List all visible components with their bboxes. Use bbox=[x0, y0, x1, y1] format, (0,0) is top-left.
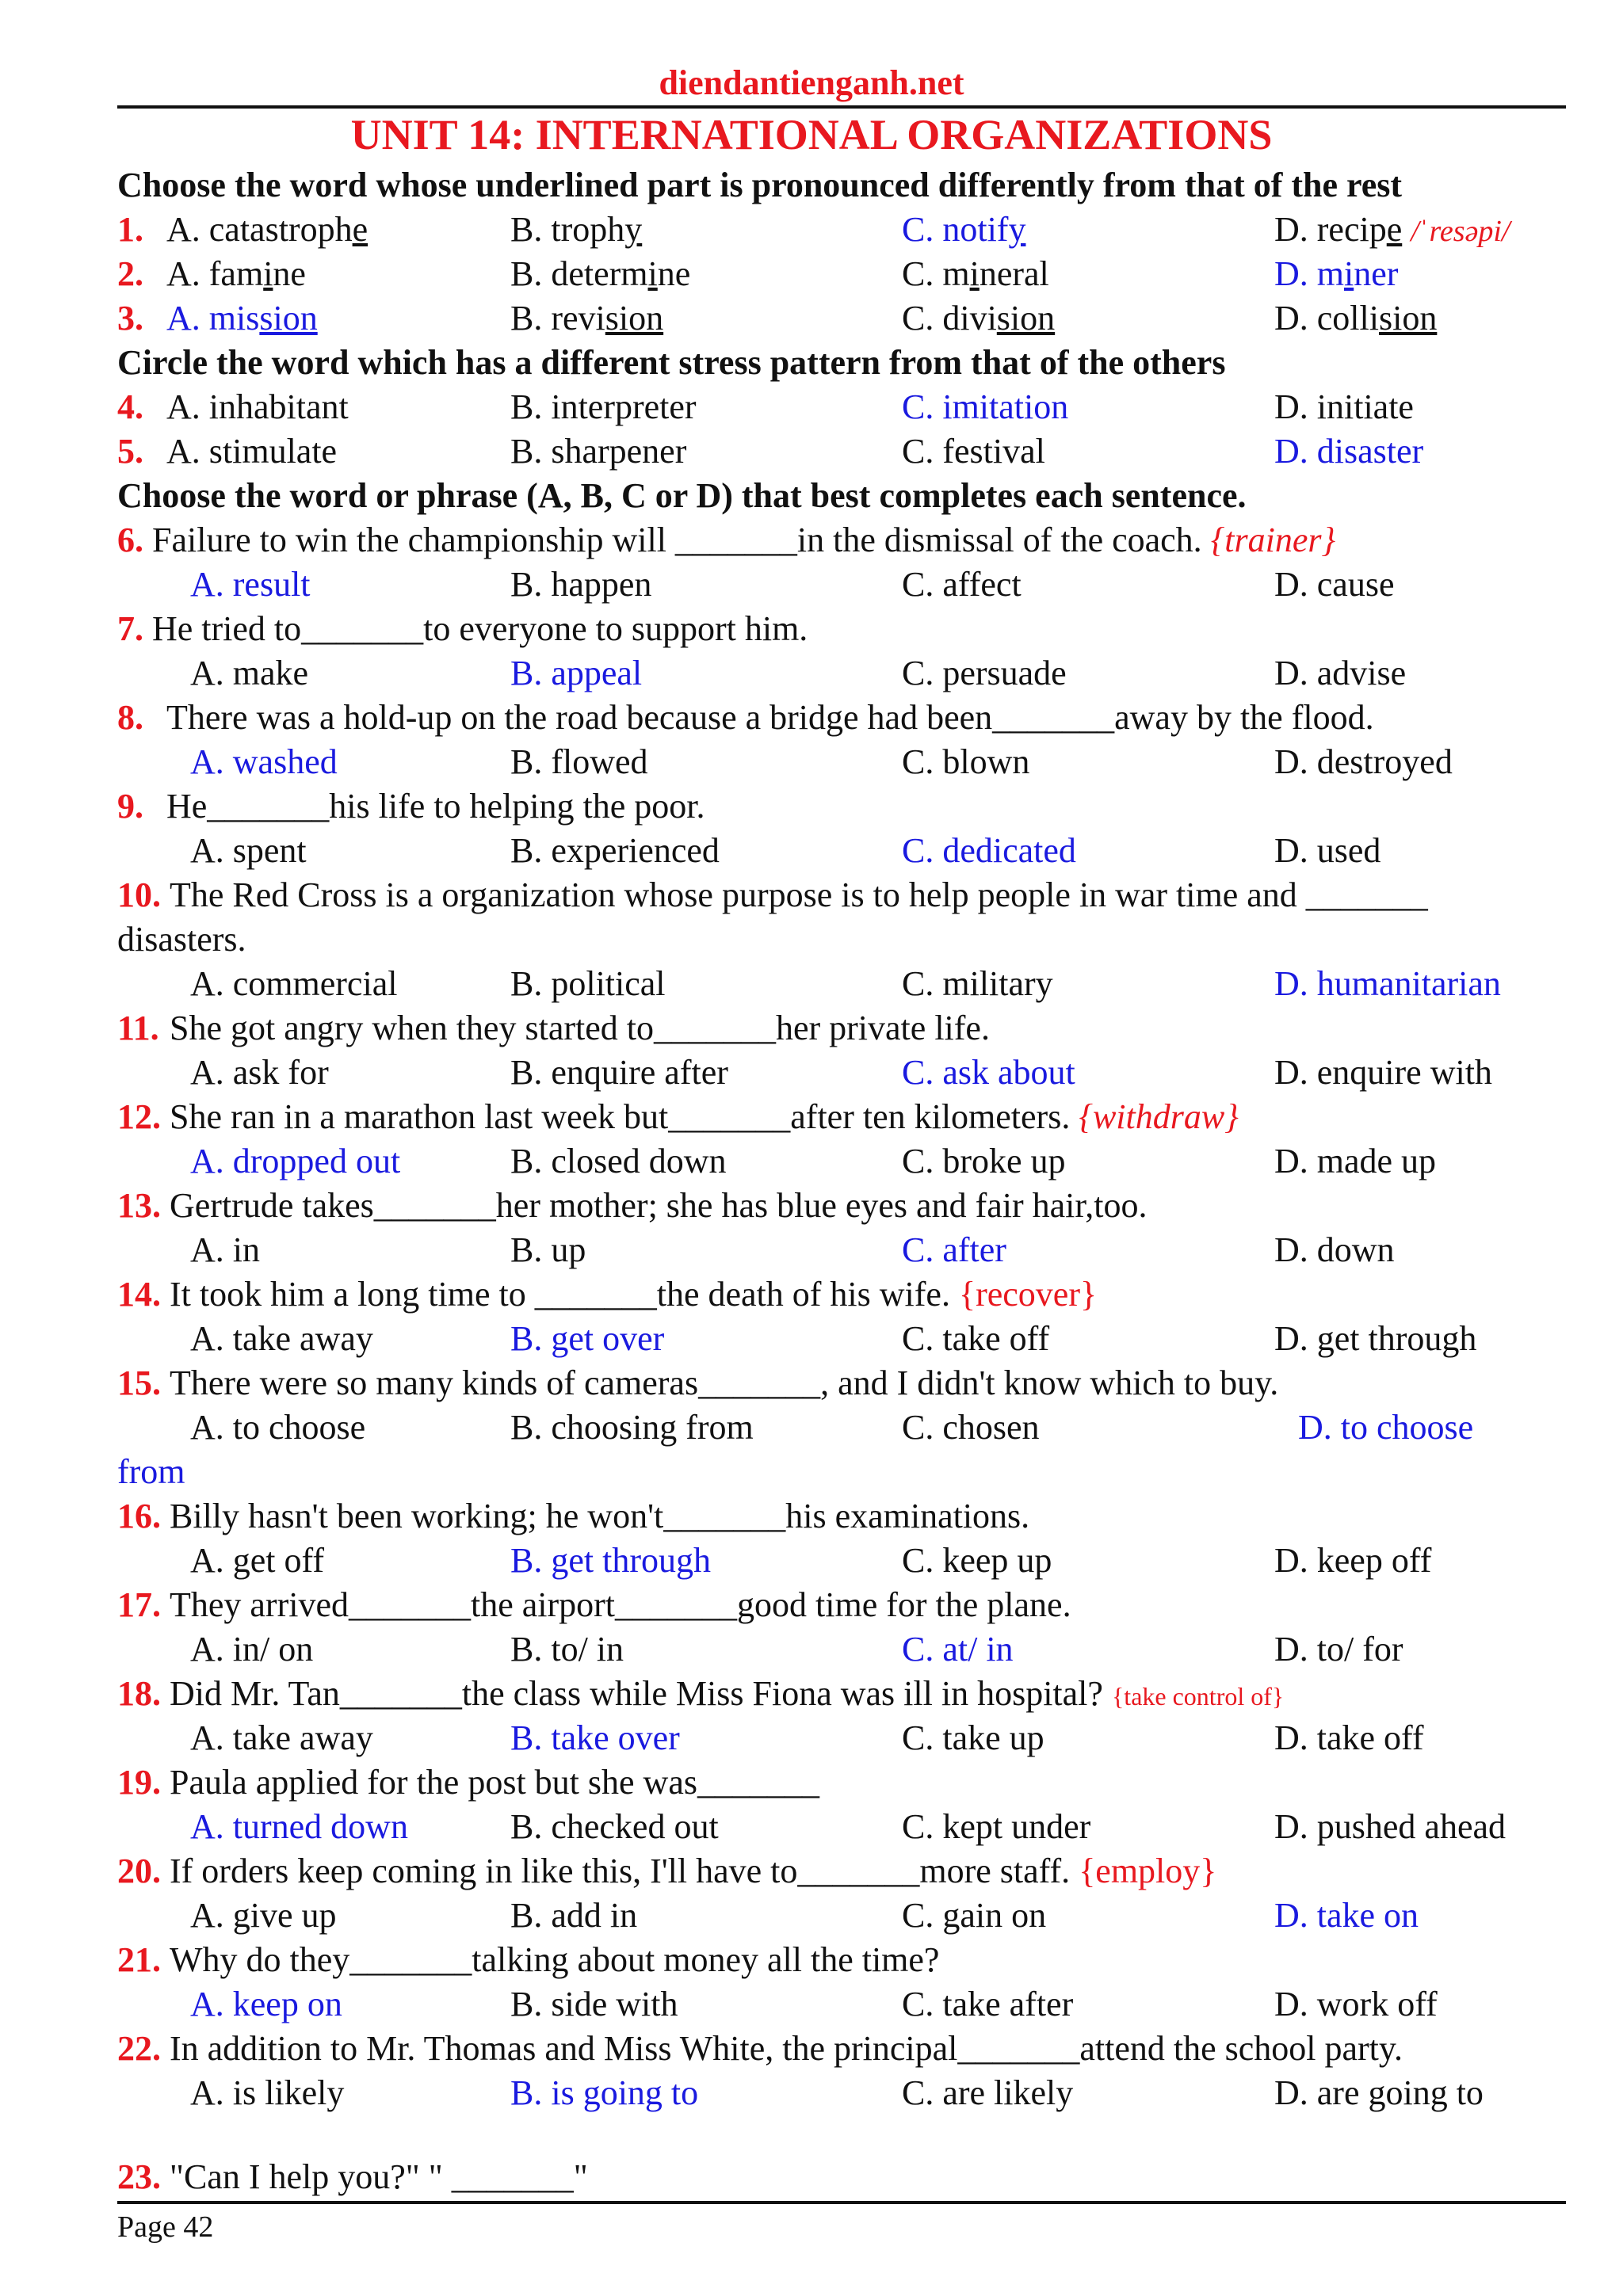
question-13 bbox=[117, 1184, 1566, 1228]
question-number: 9. bbox=[117, 787, 143, 826]
options-11 bbox=[117, 1051, 1566, 1095]
option-a: A. take away bbox=[190, 1319, 373, 1358]
option-c: C. military bbox=[902, 964, 1053, 1003]
options-8 bbox=[117, 740, 1566, 784]
unit-title: UNIT 14: INTERNATIONAL ORGANIZATIONS bbox=[350, 111, 1273, 158]
option-b: B. up bbox=[510, 1230, 586, 1269]
question-4 bbox=[117, 385, 1566, 429]
options-15 bbox=[117, 1405, 1566, 1450]
question-8 bbox=[117, 696, 1566, 740]
option-a-answer: A. turned down bbox=[190, 1807, 408, 1846]
option-a: A. ask for bbox=[190, 1053, 329, 1092]
option-c: C. division bbox=[902, 299, 1056, 338]
options-6 bbox=[117, 563, 1566, 607]
option-b: B. add in bbox=[510, 1896, 638, 1935]
footer-rule bbox=[117, 2201, 1566, 2204]
option-b: B. flowed bbox=[510, 742, 648, 781]
option-d: D. keep off bbox=[1274, 1541, 1432, 1580]
option-a: A. to choose bbox=[190, 1408, 366, 1447]
option-d: D. recipe /ˈresəpi/ bbox=[1274, 210, 1510, 249]
option-d: D. are going to bbox=[1274, 2073, 1484, 2112]
options-7 bbox=[117, 651, 1566, 696]
question-number: 20. bbox=[117, 1852, 161, 1890]
option-a: A. get off bbox=[190, 1541, 325, 1580]
question-number: 6. bbox=[117, 521, 143, 559]
gloss-note: {withdraw} bbox=[1079, 1097, 1239, 1136]
option-d: D. pushed ahead bbox=[1274, 1807, 1507, 1846]
option-d: D. used bbox=[1274, 831, 1381, 870]
option-c: C. are likely bbox=[902, 2073, 1074, 2112]
gloss-note: {recover} bbox=[958, 1275, 1098, 1314]
question-text: Why do they_______talking about money all the time? bbox=[170, 1940, 940, 1979]
option-d-answer: D. take on bbox=[1274, 1896, 1419, 1935]
question-18 bbox=[117, 1672, 1566, 1716]
option-d: D. enquire with bbox=[1274, 1053, 1492, 1092]
option-c: C. festival bbox=[902, 432, 1045, 471]
completion-instruction: Choose the word or phrase (A, B, C or D) that best completes each sentence. bbox=[117, 476, 1247, 515]
options-10 bbox=[117, 962, 1566, 1006]
options-15-continued bbox=[117, 1450, 1566, 1494]
question-10 bbox=[117, 873, 1566, 917]
options-13 bbox=[117, 1228, 1566, 1272]
question-number: 13. bbox=[117, 1186, 161, 1225]
options-9 bbox=[117, 829, 1566, 873]
question-20 bbox=[117, 1849, 1566, 1894]
option-c-answer: C. imitation bbox=[902, 387, 1069, 426]
question-16 bbox=[117, 1494, 1566, 1539]
question-number: 5. bbox=[117, 432, 143, 471]
option-a: A. in bbox=[190, 1230, 260, 1269]
option-a: A. is likely bbox=[190, 2073, 345, 2112]
question-text: There were so many kinds of cameras_______, and I didn't know which to buy. bbox=[170, 1363, 1279, 1402]
option-b: B. sharpener bbox=[510, 432, 687, 471]
option-c: C. take after bbox=[902, 1985, 1074, 2023]
question-text: It took him a long time to _______the death of his wife. {recover} bbox=[170, 1275, 1098, 1314]
option-b: B. enquire after bbox=[510, 1053, 728, 1092]
question-1 bbox=[117, 208, 1566, 252]
option-a: A. stimulate bbox=[166, 432, 338, 471]
option-a: A. give up bbox=[190, 1896, 337, 1935]
question-19 bbox=[117, 1760, 1566, 1805]
question-10-continued bbox=[117, 917, 1566, 962]
question-text: Did Mr. Tan_______the class while Miss Fiona was ill in hospital? {take control of} bbox=[170, 1674, 1285, 1713]
options-19 bbox=[117, 1805, 1566, 1849]
option-c: C. affect bbox=[902, 565, 1022, 604]
option-c: C. chosen bbox=[902, 1408, 1040, 1447]
option-c-answer: C. after bbox=[902, 1230, 1006, 1269]
header-rule bbox=[117, 105, 1566, 109]
question-6 bbox=[117, 518, 1566, 563]
question-text: She ran in a marathon last week but_______after ten kilometers. {withdraw} bbox=[170, 1097, 1239, 1136]
question-number: 10. bbox=[117, 875, 161, 914]
question-number: 2. bbox=[117, 254, 143, 293]
options-22 bbox=[117, 2071, 1566, 2115]
site-name: diendantienganh.net bbox=[659, 63, 964, 102]
options-18 bbox=[117, 1716, 1566, 1760]
option-b-answer: B. is going to bbox=[510, 2073, 699, 2112]
gloss-note: {take control of} bbox=[1111, 1682, 1285, 1711]
option-a-answer: A. washed bbox=[190, 742, 338, 781]
option-d: D. down bbox=[1274, 1230, 1395, 1269]
option-a: A. commercial bbox=[190, 964, 398, 1003]
option-b: B. interpreter bbox=[510, 387, 697, 426]
option-c: C. keep up bbox=[902, 1541, 1052, 1580]
question-text: She got angry when they started to_______her private life. bbox=[170, 1009, 990, 1047]
question-number: 16. bbox=[117, 1497, 161, 1535]
question-text: There was a hold-up on the road because a bridge had been_______away by the flood. bbox=[166, 698, 1374, 737]
question-17 bbox=[117, 1583, 1566, 1627]
option-b-answer: B. appeal bbox=[510, 654, 643, 692]
question-text: Failure to win the championship will _______in the dismissal of the coach. {trainer} bbox=[152, 521, 1336, 559]
option-d-answer: D. miner bbox=[1274, 254, 1399, 293]
question-number: 11. bbox=[117, 1009, 159, 1047]
option-c: C. take off bbox=[902, 1319, 1050, 1358]
question-text: Billy hasn't been working; he won't_______his examinations. bbox=[170, 1497, 1030, 1535]
options-21 bbox=[117, 1982, 1566, 2027]
question-number: 19. bbox=[117, 1763, 161, 1802]
question-5 bbox=[117, 429, 1566, 474]
option-b: B. choosing from bbox=[510, 1408, 754, 1447]
question-15 bbox=[117, 1361, 1566, 1405]
options-14 bbox=[117, 1317, 1566, 1361]
question-text: If orders keep coming in like this, I'll have to_______more staff. {employ} bbox=[170, 1852, 1217, 1890]
option-d-answer: D. disaster bbox=[1274, 432, 1424, 471]
page-number: Page 42 bbox=[117, 2210, 214, 2244]
question-number: 3. bbox=[117, 299, 143, 338]
option-d: D. destroyed bbox=[1274, 742, 1453, 781]
option-c: C. blown bbox=[902, 742, 1030, 781]
question-22 bbox=[117, 2027, 1566, 2071]
question-number: 12. bbox=[117, 1097, 161, 1136]
question-text: He tried to_______to everyone to support him. bbox=[152, 609, 808, 648]
option-d: D. made up bbox=[1274, 1142, 1437, 1180]
question-3 bbox=[117, 296, 1566, 341]
question-text: He_______his life to helping the poor. bbox=[166, 787, 705, 826]
question-text: Paula applied for the post but she was_______ bbox=[170, 1763, 819, 1802]
question-text: "Can I help you?" " _______" bbox=[170, 2157, 588, 2196]
option-d: D. to/ for bbox=[1274, 1630, 1403, 1669]
option-c-answer: C. notify bbox=[902, 210, 1026, 249]
option-a-answer: A. result bbox=[190, 565, 311, 604]
option-c: C. broke up bbox=[902, 1142, 1066, 1180]
option-d-answer: D. humanitarian bbox=[1274, 964, 1501, 1003]
option-c: C. persuade bbox=[902, 654, 1067, 692]
option-a: A. famine bbox=[166, 254, 306, 293]
option-d: D. get through bbox=[1274, 1319, 1477, 1358]
option-a-answer: A. mission bbox=[166, 299, 318, 338]
option-d: D. advise bbox=[1274, 654, 1407, 692]
question-number: 23. bbox=[117, 2157, 161, 2196]
option-b: B. side with bbox=[510, 1985, 678, 2023]
options-17 bbox=[117, 1627, 1566, 1672]
question-21 bbox=[117, 1938, 1566, 1982]
question-12 bbox=[117, 1095, 1566, 1139]
gloss-note: {employ} bbox=[1079, 1852, 1217, 1890]
option-a: A. catastrophe bbox=[166, 210, 369, 249]
option-b: B. revision bbox=[510, 299, 664, 338]
option-c-answer: C. at/ in bbox=[902, 1630, 1014, 1669]
options-16 bbox=[117, 1539, 1566, 1583]
option-c: C. mineral bbox=[902, 254, 1049, 293]
question-23 bbox=[117, 2155, 1566, 2199]
option-c: C. gain on bbox=[902, 1896, 1047, 1935]
option-a-answer: A. keep on bbox=[190, 1985, 342, 2023]
option-c: C. take up bbox=[902, 1718, 1044, 1757]
option-a: A. spent bbox=[190, 831, 307, 870]
option-d-answer: D. to choose bbox=[1298, 1408, 1474, 1447]
option-a: A. inhabitant bbox=[166, 387, 349, 426]
question-number: 8. bbox=[117, 698, 143, 737]
option-b: B. experienced bbox=[510, 831, 720, 870]
question-number: 1. bbox=[117, 210, 143, 249]
question-number: 18. bbox=[117, 1674, 161, 1713]
option-a: A. in/ on bbox=[190, 1630, 314, 1669]
phonetic-note: /ˈresəpi/ bbox=[1411, 215, 1510, 248]
question-text-continued: disasters. bbox=[117, 920, 246, 959]
option-b: B. determine bbox=[510, 254, 691, 293]
option-d-answer-continued: from bbox=[117, 1452, 185, 1491]
options-12 bbox=[117, 1139, 1566, 1184]
gloss-note: {trainer} bbox=[1210, 521, 1336, 559]
option-b: B. to/ in bbox=[510, 1630, 624, 1669]
question-14 bbox=[117, 1272, 1566, 1317]
question-text: In addition to Mr. Thomas and Miss White, the principal_______attend the school party. bbox=[170, 2029, 1403, 2068]
question-number: 22. bbox=[117, 2029, 161, 2068]
pronunciation-instruction: Choose the word whose underlined part is pronounced differently from that of the rest bbox=[117, 166, 1403, 204]
question-number: 14. bbox=[117, 1275, 161, 1314]
question-number: 7. bbox=[117, 609, 143, 648]
option-a-answer: A. dropped out bbox=[190, 1142, 401, 1180]
option-d: D. take off bbox=[1274, 1718, 1424, 1757]
option-c-answer: C. ask about bbox=[902, 1053, 1075, 1092]
option-d: D. cause bbox=[1274, 565, 1395, 604]
question-number: 15. bbox=[117, 1363, 161, 1402]
question-2 bbox=[117, 252, 1566, 296]
option-b: B. checked out bbox=[510, 1807, 719, 1846]
option-b-answer: B. get over bbox=[510, 1319, 665, 1358]
option-b: B. closed down bbox=[510, 1142, 727, 1180]
question-11 bbox=[117, 1006, 1566, 1051]
stress-instruction: Circle the word which has a different stress pattern from that of the others bbox=[117, 343, 1226, 382]
option-c: C. kept under bbox=[902, 1807, 1091, 1846]
question-7 bbox=[117, 607, 1566, 651]
question-number: 17. bbox=[117, 1585, 161, 1624]
option-b-answer: B. take over bbox=[510, 1718, 680, 1757]
option-b-answer: B. get through bbox=[510, 1541, 711, 1580]
option-a: A. take away bbox=[190, 1718, 373, 1757]
option-b: B. political bbox=[510, 964, 666, 1003]
option-d: D. collision bbox=[1274, 299, 1438, 338]
options-20 bbox=[117, 1894, 1566, 1938]
question-text: Gertrude takes_______her mother; she has blue eyes and fair hair,too. bbox=[170, 1186, 1148, 1225]
question-number: 21. bbox=[117, 1940, 161, 1979]
option-d: D. work off bbox=[1274, 1985, 1438, 2023]
option-d: D. initiate bbox=[1274, 387, 1414, 426]
question-text: The Red Cross is a organization whose purpose is to help people in war time and _______ bbox=[170, 875, 1428, 914]
option-c-answer: C. dedicated bbox=[902, 831, 1076, 870]
question-9 bbox=[117, 784, 1566, 829]
question-number: 4. bbox=[117, 387, 143, 426]
option-a: A. make bbox=[190, 654, 309, 692]
question-text: They arrived_______the airport_______good time for the plane. bbox=[170, 1585, 1071, 1624]
option-b: B. happen bbox=[510, 565, 652, 604]
option-b: B. trophy bbox=[510, 210, 643, 249]
